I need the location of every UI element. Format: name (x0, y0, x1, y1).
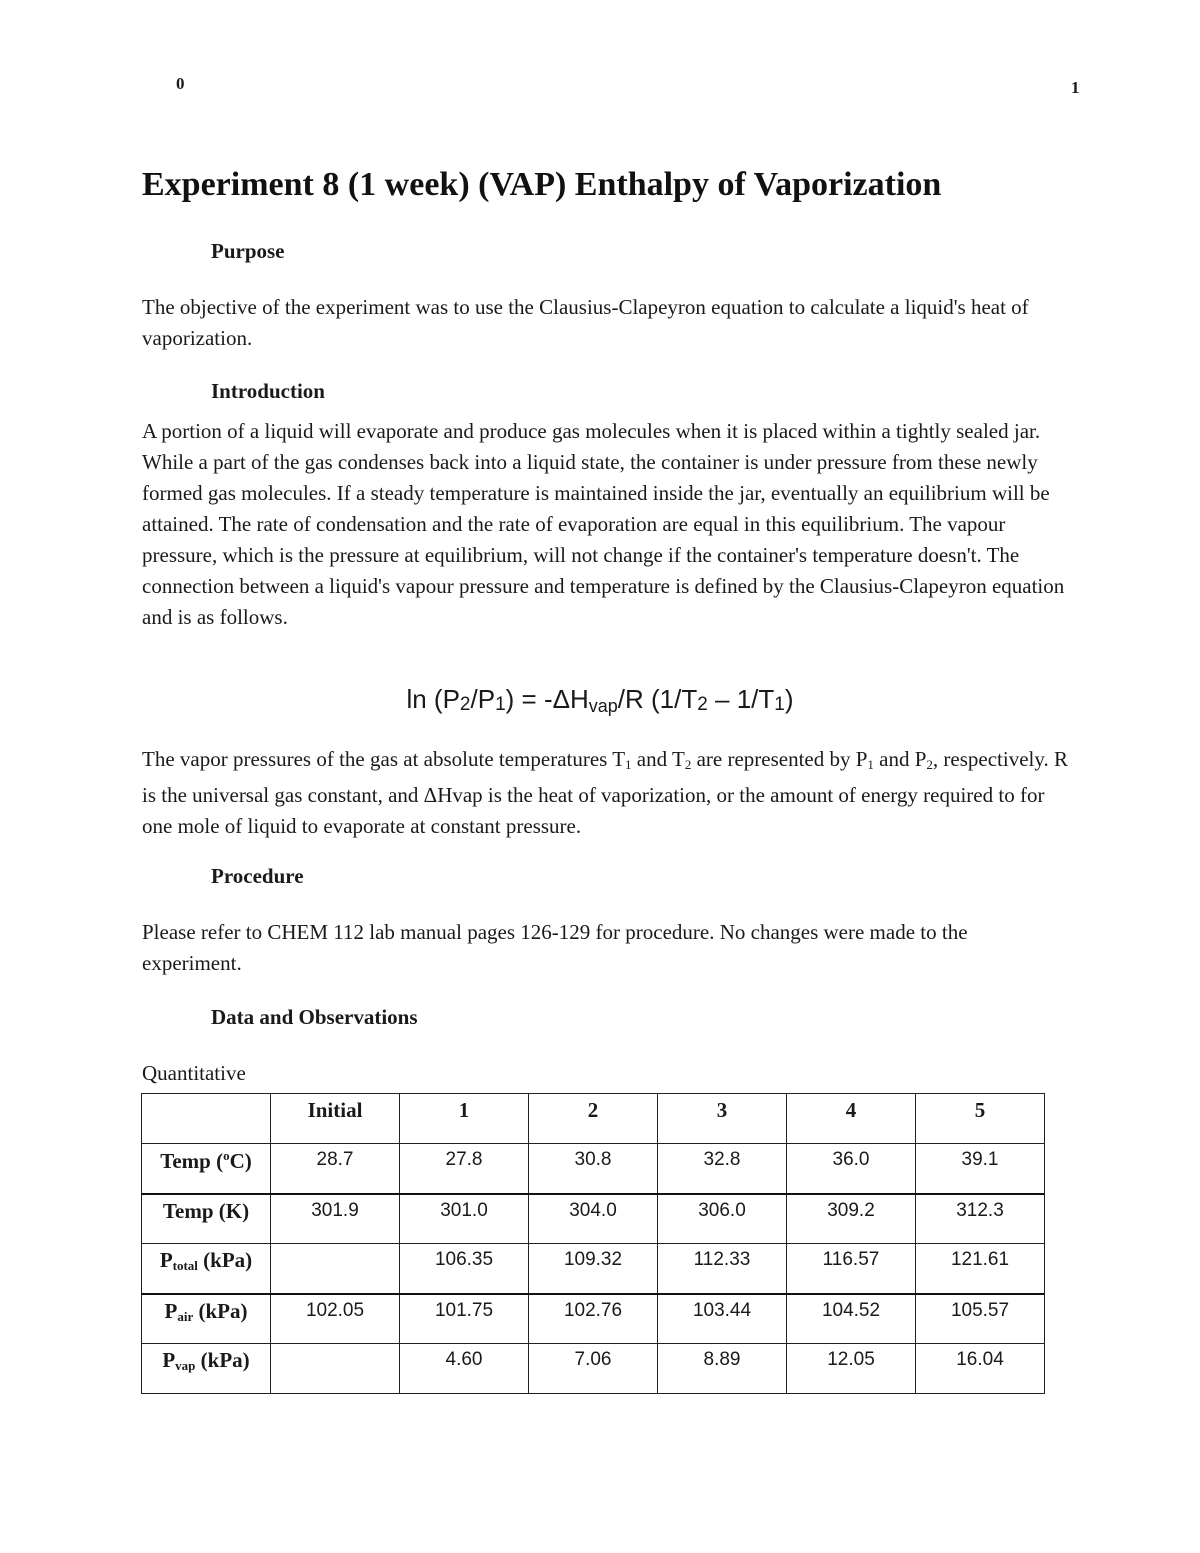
table-cell: 28.7 (271, 1144, 400, 1194)
table-header-cell: Initial (271, 1094, 400, 1144)
row-label-subscript: air (177, 1308, 194, 1324)
degree-superscript: o (223, 1148, 230, 1163)
table-row (142, 1344, 1045, 1394)
table-cell: 12.05 (787, 1344, 916, 1394)
explanation-part-4: and P (873, 747, 927, 771)
table-cell: 312.3 (916, 1194, 1045, 1244)
explanation-part-1: The vapor pressures of the gas at absolute temperatures T (142, 747, 626, 771)
table-header-cell: 3 (658, 1094, 787, 1144)
table-cell (271, 1344, 400, 1394)
table-cell: 304.0 (529, 1194, 658, 1244)
procedure-heading: Procedure (211, 864, 304, 888)
table-cell: 106.35 (400, 1244, 529, 1294)
table-cell: 309.2 (787, 1194, 916, 1244)
row-label-temp-kelvin: Temp (K) (142, 1194, 271, 1244)
procedure-text: Please refer to CHEM 112 lab manual pages 126-129 for procedure. No changes were made to the experiment. (142, 920, 968, 975)
table-cell: 102.76 (529, 1294, 658, 1344)
vapor-pressure-data-table (141, 1093, 1045, 1394)
clausius-clapeyron-equation (0, 684, 1200, 717)
document-title: Experiment 8 (1 week) (VAP) Enthalpy of Vaporization (142, 166, 942, 203)
table-header-cell: 5 (916, 1094, 1045, 1144)
table-header-cell: 2 (529, 1094, 658, 1144)
table-row (142, 1294, 1045, 1344)
equation-h-subscript: vap (588, 696, 618, 716)
page-number: 1 (1071, 78, 1080, 97)
row-label-p-total (142, 1244, 271, 1294)
table-cell: 4.60 (400, 1344, 529, 1394)
table-cell: 103.44 (658, 1294, 787, 1344)
table-row (142, 1194, 1045, 1244)
row-label-unit: (kPa) (195, 1348, 250, 1372)
table-cell: 301.9 (271, 1194, 400, 1244)
table-cell: 109.32 (529, 1244, 658, 1294)
row-label-subscript: vap (175, 1358, 196, 1373)
explanation-part-2: and T (631, 747, 685, 771)
row-label-unit: (kPa) (197, 1248, 253, 1272)
table-header-cell (142, 1094, 271, 1144)
table-header-cell: 1 (400, 1094, 529, 1144)
quantitative-label: Quantitative (142, 1061, 246, 1085)
t1-subscript: 1 (625, 757, 632, 772)
table-header-row (142, 1094, 1045, 1144)
data-observations-heading: Data and Observations (211, 1005, 418, 1029)
table-cell: 16.04 (916, 1344, 1045, 1394)
table-cell (271, 1244, 400, 1294)
table-cell: 301.0 (400, 1194, 529, 1244)
p1-subscript: 1 (867, 757, 874, 772)
introduction-heading: Introduction (211, 379, 325, 403)
explanation-part-3: are represented by P (691, 747, 868, 771)
purpose-text: The objective of the experiment was to use the Clausius-Clapeyron equation to calculate a liquid's heat of vaporization. (142, 295, 1029, 350)
row-label-unit: C) (229, 1149, 252, 1173)
introduction-text: A portion of a liquid will evaporate and produce gas molecules when it is placed within a tightly sealed jar. While a part of the gas condenses back into a liquid state, the container is under pressure from these newly formed gas molecules. If a steady temperature is maintained inside the jar, eventually an equilibrium will be attained. The rate of condensation and the rate of evaporation are equal in this equilibrium. The vapour pressure, which is the pressure at equilibrium, will not change if the container's temperature doesn't. The connection between a liquid's vapour pressure and temperature is defined by the Clausius-Clapeyron equation and is as follows. (142, 419, 1065, 629)
table-row (142, 1144, 1045, 1194)
row-label-text: Temp ( (160, 1149, 224, 1173)
t2-subscript: 2 (684, 757, 692, 772)
table-row (142, 1244, 1045, 1294)
table-cell: 112.33 (658, 1244, 787, 1294)
table-cell: 102.05 (271, 1294, 400, 1344)
explanation-text (142, 744, 1072, 842)
table-cell: 105.57 (916, 1294, 1045, 1344)
header-left-mark: 0 (176, 74, 185, 93)
table-cell: 30.8 (529, 1144, 658, 1194)
table-cell: 7.06 (529, 1344, 658, 1394)
row-label-text: P (159, 1248, 173, 1272)
p2-subscript: 2 (926, 757, 933, 772)
table-cell: 36.0 (787, 1144, 916, 1194)
row-label-p-vap (142, 1344, 271, 1394)
table-header-cell: 4 (787, 1094, 916, 1144)
table-cell: 32.8 (658, 1144, 787, 1194)
table-cell: 39.1 (916, 1144, 1045, 1194)
table-cell: 101.75 (400, 1294, 529, 1344)
table-cell: 104.52 (787, 1294, 916, 1344)
row-label-temp-celsius (142, 1144, 271, 1194)
table-cell: 306.0 (658, 1194, 787, 1244)
row-label-unit: (kPa) (193, 1298, 248, 1323)
equation-ln-part: ln (P2/P1) = -ΔHvap/R (1/T2 – 1/T1) (406, 684, 794, 716)
row-label-subscript: total (172, 1258, 198, 1273)
purpose-heading: Purpose (211, 239, 285, 263)
table-cell: 8.89 (658, 1344, 787, 1394)
row-label-text: P (164, 1298, 178, 1323)
explanation-part-5: , respectively. R is the universal gas constant, and ΔHvap is the heat of vaporization, or the amount of energy required to for one mole of liquid to evaporate at constant pressure. (142, 747, 1069, 838)
row-label-p-air (142, 1294, 271, 1344)
table-cell: 121.61 (916, 1244, 1045, 1294)
table-cell: 27.8 (400, 1144, 529, 1194)
table-cell: 116.57 (787, 1244, 916, 1294)
row-label-text: P (162, 1348, 176, 1372)
